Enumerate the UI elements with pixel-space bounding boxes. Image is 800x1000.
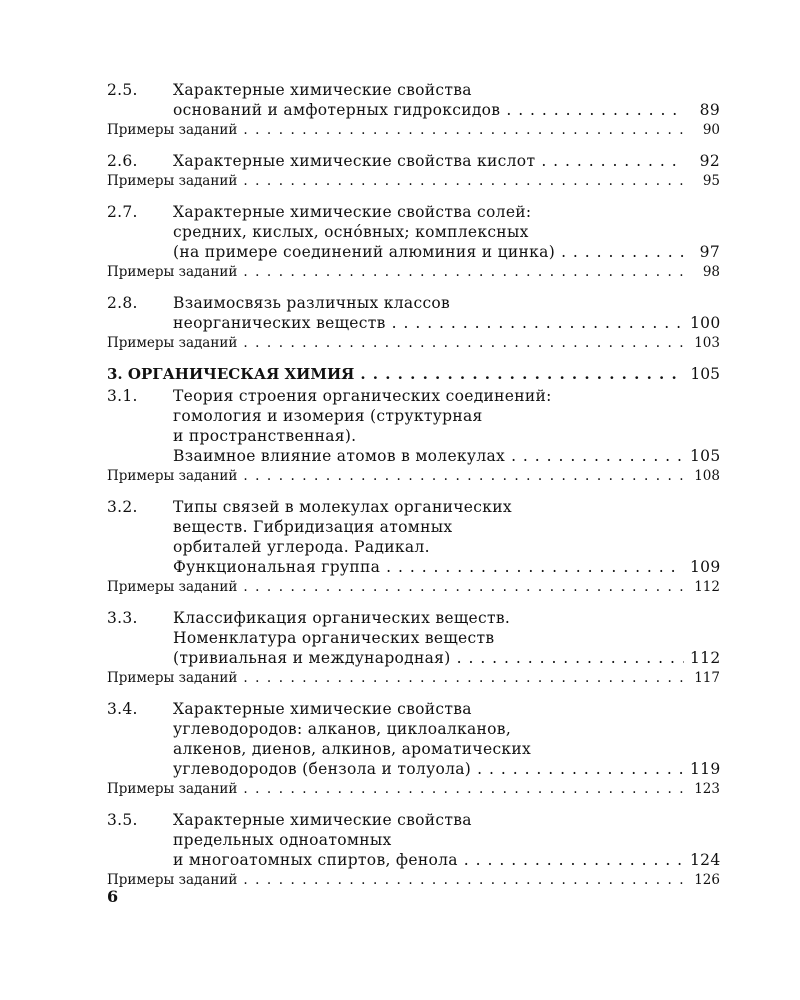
page-ref: 103 <box>694 335 720 351</box>
page-ref: 90 <box>702 122 720 138</box>
entry-line <box>107 830 720 850</box>
entry-title-line: Типы связей в молекулах органических <box>173 498 512 516</box>
entry-number: 3.1. <box>107 387 138 405</box>
entry-number: 2.8. <box>107 294 138 312</box>
entry-line <box>107 426 720 446</box>
examples-label: Примеры заданий <box>107 468 238 484</box>
toc-entry[interactable] <box>107 386 720 486</box>
toc-entry[interactable] <box>107 80 720 140</box>
examples-label: Примеры заданий <box>107 264 238 280</box>
dot-leader <box>237 466 684 486</box>
entry-title-line: Характерные химические свойства кислот <box>173 152 536 170</box>
entry-line <box>107 557 720 577</box>
examples-label: Примеры заданий <box>107 781 238 797</box>
toc-entry[interactable] <box>107 608 720 688</box>
entry-number: 3.3. <box>107 609 138 627</box>
dot-leader <box>505 446 684 466</box>
examples-line[interactable] <box>107 668 720 688</box>
entry-line <box>107 648 720 668</box>
page-ref: 119 <box>690 760 721 778</box>
entry-title-line: углеводородов: алканов, циклоалканов, <box>173 720 512 738</box>
entry-title-line: алкенов, диенов, алкинов, ароматических <box>173 740 532 758</box>
page-ref: 112 <box>690 649 721 667</box>
entry-number: 2.7. <box>107 203 138 221</box>
entry-line <box>107 151 720 171</box>
toc-entry[interactable] <box>107 497 720 597</box>
examples-line[interactable] <box>107 870 720 890</box>
dot-leader <box>237 668 684 688</box>
dot-leader <box>451 648 684 668</box>
page-ref: 100 <box>690 314 721 332</box>
entry-line <box>107 406 720 426</box>
page-ref: 105 <box>690 365 720 383</box>
entry-title-line: Номенклатура органических веществ <box>173 629 495 647</box>
entry-title-line: орбиталей углерода. Радикал. <box>173 538 430 556</box>
dot-leader <box>237 870 684 890</box>
entry-title-line: веществ. Гибридизация атомных <box>173 518 453 536</box>
entry-line <box>107 100 720 120</box>
entry-line <box>107 242 720 262</box>
dot-leader <box>458 850 684 870</box>
table-of-contents <box>107 80 720 901</box>
dot-leader <box>237 171 684 191</box>
entry-title-line: Взаимосвязь различных классов <box>173 294 451 312</box>
examples-line[interactable] <box>107 577 720 597</box>
entry-title-line: средних, кислых, осно́вных; комплексных <box>173 223 529 241</box>
entry-line <box>107 293 720 313</box>
entry-line <box>107 850 720 870</box>
dot-leader <box>237 120 684 140</box>
entry-number: 3.4. <box>107 700 138 718</box>
examples-label: Примеры заданий <box>107 173 238 189</box>
toc-entry[interactable] <box>107 151 720 191</box>
toc-entry[interactable] <box>107 202 720 282</box>
examples-line[interactable] <box>107 779 720 799</box>
entry-line <box>107 313 720 333</box>
dot-leader <box>471 759 684 779</box>
examples-line[interactable] <box>107 171 720 191</box>
entry-line <box>107 537 720 557</box>
entry-number: 3.5. <box>107 811 138 829</box>
toc-entry[interactable] <box>107 810 720 890</box>
page-ref: 126 <box>694 872 720 888</box>
section-heading[interactable] <box>107 364 720 384</box>
dot-leader <box>237 577 684 597</box>
entry-line <box>107 386 720 406</box>
examples-line[interactable] <box>107 262 720 282</box>
entry-title-line: предельных одноатомных <box>173 831 392 849</box>
entry-number: 2.5. <box>107 81 138 99</box>
entry-line <box>107 222 720 242</box>
page-ref: 89 <box>699 101 720 119</box>
entry-number: 3.2. <box>107 498 138 516</box>
examples-line[interactable] <box>107 120 720 140</box>
entry-line <box>107 202 720 222</box>
entry-number: 2.6. <box>107 152 138 170</box>
section-title: 3. ОРГАНИЧЕСКАЯ ХИМИЯ <box>107 365 355 383</box>
examples-line[interactable] <box>107 466 720 486</box>
page-ref: 92 <box>699 152 720 170</box>
dot-leader <box>237 333 684 353</box>
page-ref: 123 <box>694 781 720 797</box>
entry-title-line: Характерные химические свойства <box>173 811 472 829</box>
entry-line <box>107 517 720 537</box>
page-ref: 117 <box>694 670 720 686</box>
entry-title-line: (на примере соединений алюминия и цинка) <box>173 243 556 261</box>
entry-line <box>107 810 720 830</box>
entry-title-line: гомология и изомерия (структурная <box>173 407 483 425</box>
page-ref: 112 <box>694 579 720 595</box>
examples-label: Примеры заданий <box>107 122 238 138</box>
page-number: 6 <box>107 887 119 906</box>
entry-title-line: и многоатомных спиртов, фенола <box>173 851 458 869</box>
entry-title-line: углеводородов (бензола и толуола) <box>173 760 472 778</box>
dot-leader <box>237 262 684 282</box>
entry-line <box>107 80 720 100</box>
entry-title-line: оснований и амфотерных гидроксидов <box>173 101 501 119</box>
entry-line <box>107 608 720 628</box>
toc-entry[interactable] <box>107 293 720 353</box>
entry-title-line: неорганических веществ <box>173 314 386 332</box>
entry-title-line: и пространственная). <box>173 427 357 445</box>
dot-leader <box>535 151 684 171</box>
entry-line <box>107 739 720 759</box>
entry-line <box>107 446 720 466</box>
toc-entry[interactable] <box>107 699 720 799</box>
page-ref: 108 <box>694 468 720 484</box>
page-ref: 105 <box>690 447 721 465</box>
page-ref: 109 <box>690 558 721 576</box>
entry-line <box>107 719 720 739</box>
dot-leader <box>380 557 684 577</box>
entry-title-line: Взаимное влияние атомов в молекулах <box>173 447 506 465</box>
page-ref: 97 <box>699 243 720 261</box>
examples-label: Примеры заданий <box>107 335 238 351</box>
page-ref: 124 <box>690 851 721 869</box>
examples-line[interactable] <box>107 333 720 353</box>
entry-title-line: Характерные химические свойства <box>173 81 472 99</box>
entry-line <box>107 628 720 648</box>
entry-title-line: Характерные химические свойства солей: <box>173 203 532 221</box>
dot-leader <box>386 313 684 333</box>
entry-title-line: Теория строения органических соединений: <box>173 387 552 405</box>
examples-label: Примеры заданий <box>107 872 238 888</box>
dot-leader <box>237 779 684 799</box>
entry-title-line: Классификация органических веществ. <box>173 609 511 627</box>
examples-label: Примеры заданий <box>107 670 238 686</box>
entry-title-line: (тривиальная и международная) <box>173 649 451 667</box>
dot-leader <box>500 100 684 120</box>
dot-leader <box>555 242 684 262</box>
entry-line <box>107 699 720 719</box>
page-ref: 95 <box>702 173 720 189</box>
page-ref: 98 <box>702 264 720 280</box>
examples-label: Примеры заданий <box>107 579 238 595</box>
entry-line <box>107 759 720 779</box>
dot-leader <box>354 364 684 384</box>
entry-title-line: Функциональная группа <box>173 558 381 576</box>
entry-line <box>107 497 720 517</box>
entry-title-line: Характерные химические свойства <box>173 700 472 718</box>
